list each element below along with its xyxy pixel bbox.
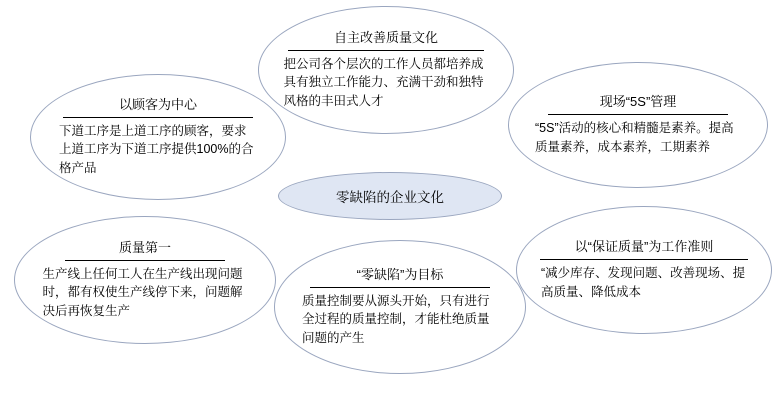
node-title: 现场“5S”管理 <box>599 94 677 110</box>
node-quality-first[interactable] <box>14 216 276 344</box>
node-guarantee-quality[interactable] <box>516 206 772 334</box>
node-self-improvement-culture[interactable] <box>258 6 514 134</box>
node-center-zero-defect-culture[interactable] <box>278 172 502 220</box>
node-title: 自主改善质量文化 <box>333 30 438 46</box>
node-title: 以“保证质量”为工作准则 <box>574 239 714 255</box>
node-body: 质量控制要从源头开始，只有进行全过程的质量控制，才能杜绝质量问题的产生 <box>302 293 490 346</box>
center-label: 零缺陷的企业文化 <box>336 190 444 205</box>
node-divider <box>65 260 225 261</box>
node-divider <box>540 259 748 260</box>
node-body: 生产线上任何工人在生产线出现问题时，都有权使生产线停下来，问题解决后再恢复生产 <box>42 266 243 319</box>
node-5s-management[interactable] <box>508 62 768 188</box>
node-zero-defect-goal[interactable] <box>274 240 526 374</box>
node-divider <box>310 287 490 288</box>
node-customer-center[interactable] <box>30 74 286 200</box>
node-title: 以顾客为中心 <box>118 97 197 113</box>
node-body: 把公司各个层次的工作人员都培养成具有独立工作能力、充满干劲和独特风格的丰田式人才 <box>283 56 484 109</box>
node-divider <box>63 117 253 118</box>
node-divider <box>548 114 728 115</box>
node-body: “5S”活动的核心和精髓是素养。提高质量素养，成本素养，工期素养 <box>535 121 734 154</box>
node-title: “零缺陷”为目标 <box>356 267 444 283</box>
node-divider <box>288 50 484 51</box>
node-body: “减少库存、发现问题、改善现场、提高质量、降低成本 <box>541 266 746 299</box>
node-title: 质量第一 <box>118 240 171 256</box>
node-body: 下道工序是上道工序的顾客，要求上道工序为下道工序提供100%的合格产品 <box>59 123 254 176</box>
